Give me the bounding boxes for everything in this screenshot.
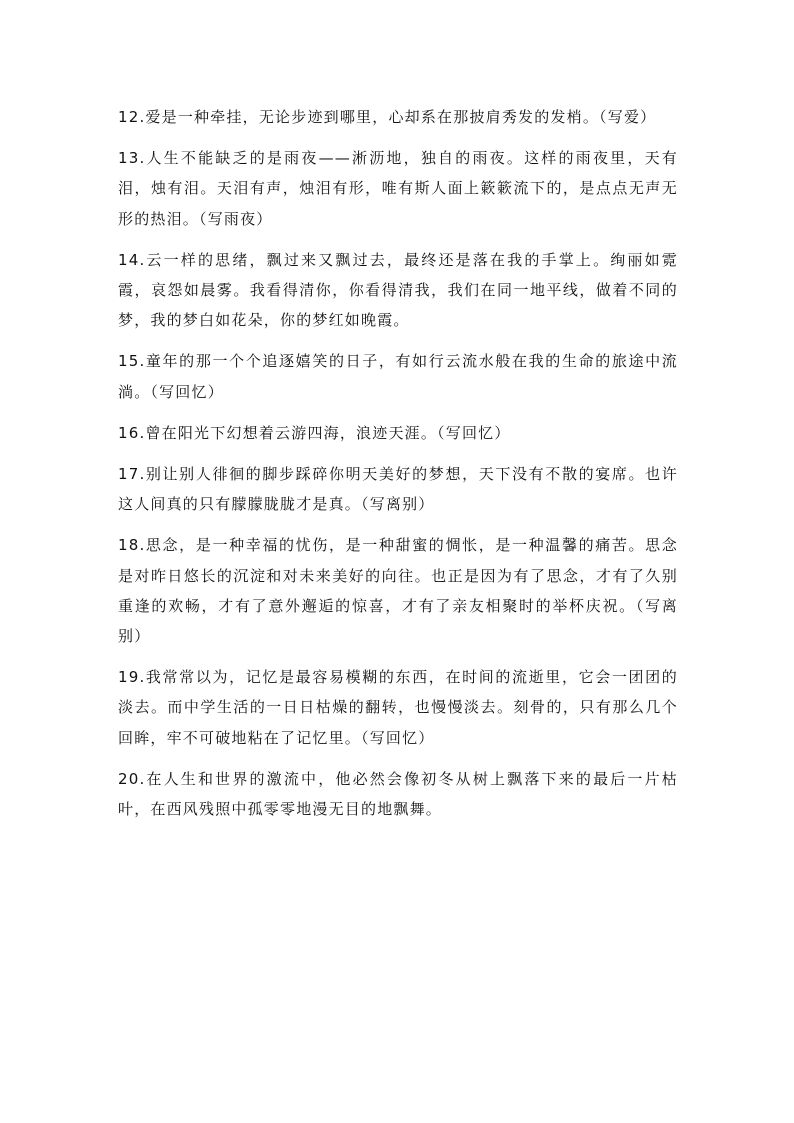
paragraph-16: 16.曾在阳光下幻想着云游四海，浪迹天涯。（写回忆） [118,423,511,442]
paragraph-15: 15.童年的那一个个追逐嬉笑的日子，有如行云流水般在我的生命的旅途中流淌。（写回忆） [118,352,678,401]
paragraph-19: 19.我常常以为，记忆是最容易模糊的东西，在时间的流逝里，它会一团团的淡去。而中学生活的一日日枯燥的翻转，也慢慢淡去。刻骨的，只有那么几个回眸，牢不可破地粘在了记忆里。（写回忆） [118,668,678,747]
paragraph-17: 17.别让别人徘徊的脚步踩碎你明天美好的梦想，天下没有不散的宴席。也许这人间真的只有朦朦胧胧才是真。（写离别） [118,465,678,514]
paragraph-13: 13.人生不能缺乏的是雨夜——淅沥地，独自的雨夜。这样的雨夜里，天有泪，烛有泪。天泪有声，烛泪有形，唯有斯人面上簌簌流下的，是点点无声无形的热泪。（写雨夜） [118,149,678,228]
paragraph-18: 18.思念，是一种幸福的忧伤，是一种甜蜜的惆怅，是一种温馨的痛苦。思念是对昨日悠长的沉淀和对未来美好的向往。也正是因为有了思念，才有了久别重逢的欢畅，才有了意外邂逅的惊喜，才有了亲友相聚时的举杯庆祝。（写离别） [118,536,678,646]
paragraph-20: 20.在人生和世界的激流中，他必然会像初冬从树上飘落下来的最后一片枯叶，在西风残照中孤零零地漫无目的地飘舞。 [118,769,678,819]
paragraph-14: 14.云一样的思绪，飘过来又飘过去，最终还是落在我的手掌上。绚丽如霓霞，哀怨如晨雾。我看得清你，你看得清我，我们在同一地平线，做着不同的梦，我的梦白如花朵，你的梦红如晚霞。 [118,250,678,330]
document-body [118,102,678,835]
paragraph-12: 12.爱是一种牵挂，无论步迹到哪里，心却系在那披肩秀发的发梢。（写爱） [118,108,657,126]
